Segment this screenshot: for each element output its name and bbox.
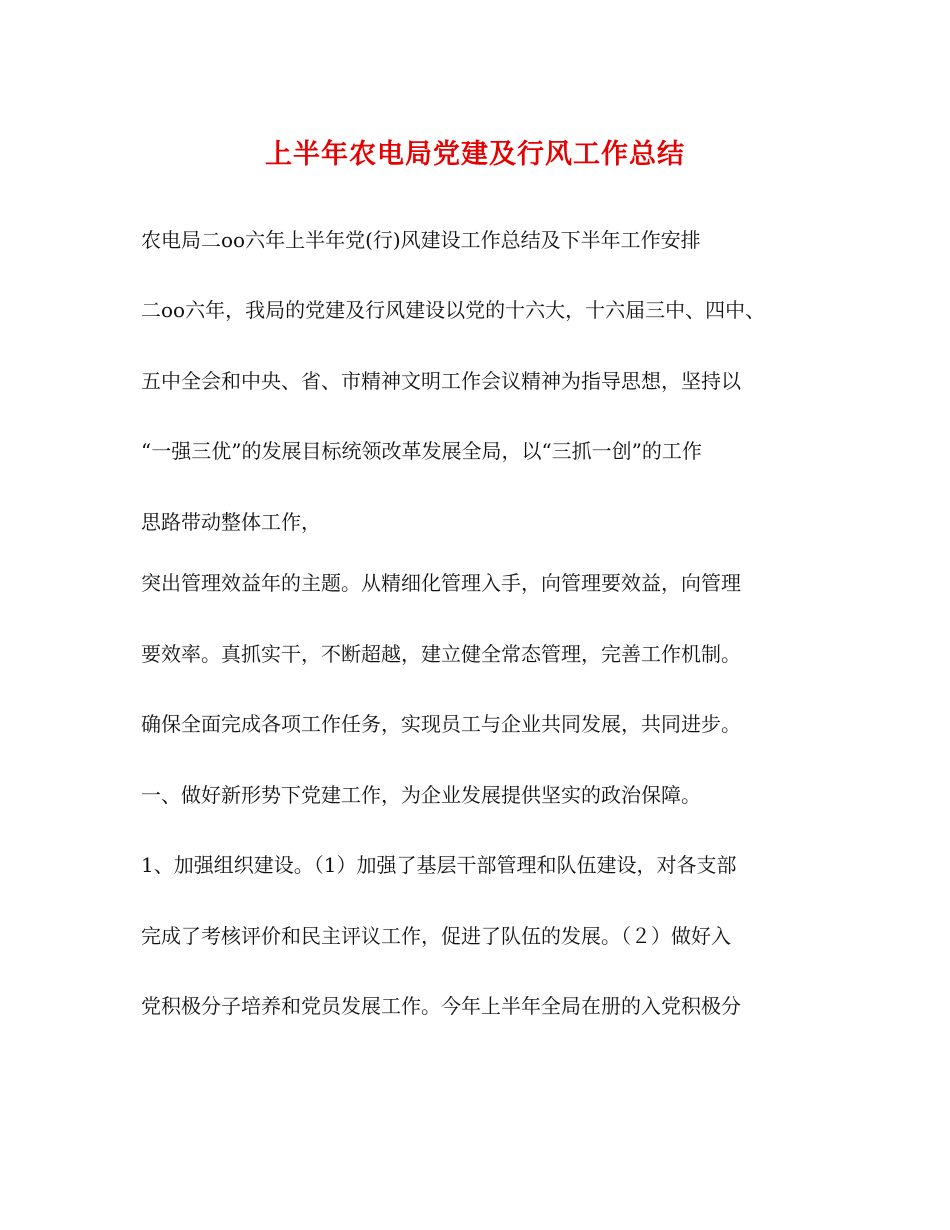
body-line: 思路带动整体工作， xyxy=(141,510,321,534)
body-line: 突出管理效益年的主题。从精细化管理入手，向管理要效益，向管理 xyxy=(141,571,741,595)
body-line: 五中全会和中央、省、市精神文明工作会议精神为指导思想，坚持以 xyxy=(141,369,741,393)
subtitle-line: 农电局二oo六年上半年党(行)风建设工作总结及下半年工作安排 xyxy=(141,228,701,252)
body-line: 确保全面完成各项工作任务，实现员工与企业共同发展，共同进步。 xyxy=(141,712,741,736)
body-line: “一强三优”的发展目标统领改革发展全局，以“三抓一创”的工作 xyxy=(141,439,702,463)
document-title: 上半年农电局党建及行风工作总结 xyxy=(265,139,685,170)
body-line: 二oo六年，我局的党建及行风建设以党的十六大，十六届三中、四中、 xyxy=(141,298,766,322)
body-line: 党积极分子培养和党员发展工作。今年上半年全局在册的入党积极分 xyxy=(141,994,741,1018)
body-line: 要效率。真抓实干，不断超越，建立健全常态管理，完善工作机制。 xyxy=(141,642,741,666)
section-heading: 一、做好新形势下党建工作，为企业发展提供坚实的政治保障。 xyxy=(141,783,701,807)
body-line: 完成了考核评价和民主评议工作，促进了队伍的发展。（２）做好入 xyxy=(141,924,731,948)
body-line: 1、加强组织建设。（1）加强了基层干部管理和队伍建设，对各支部 xyxy=(141,853,737,877)
